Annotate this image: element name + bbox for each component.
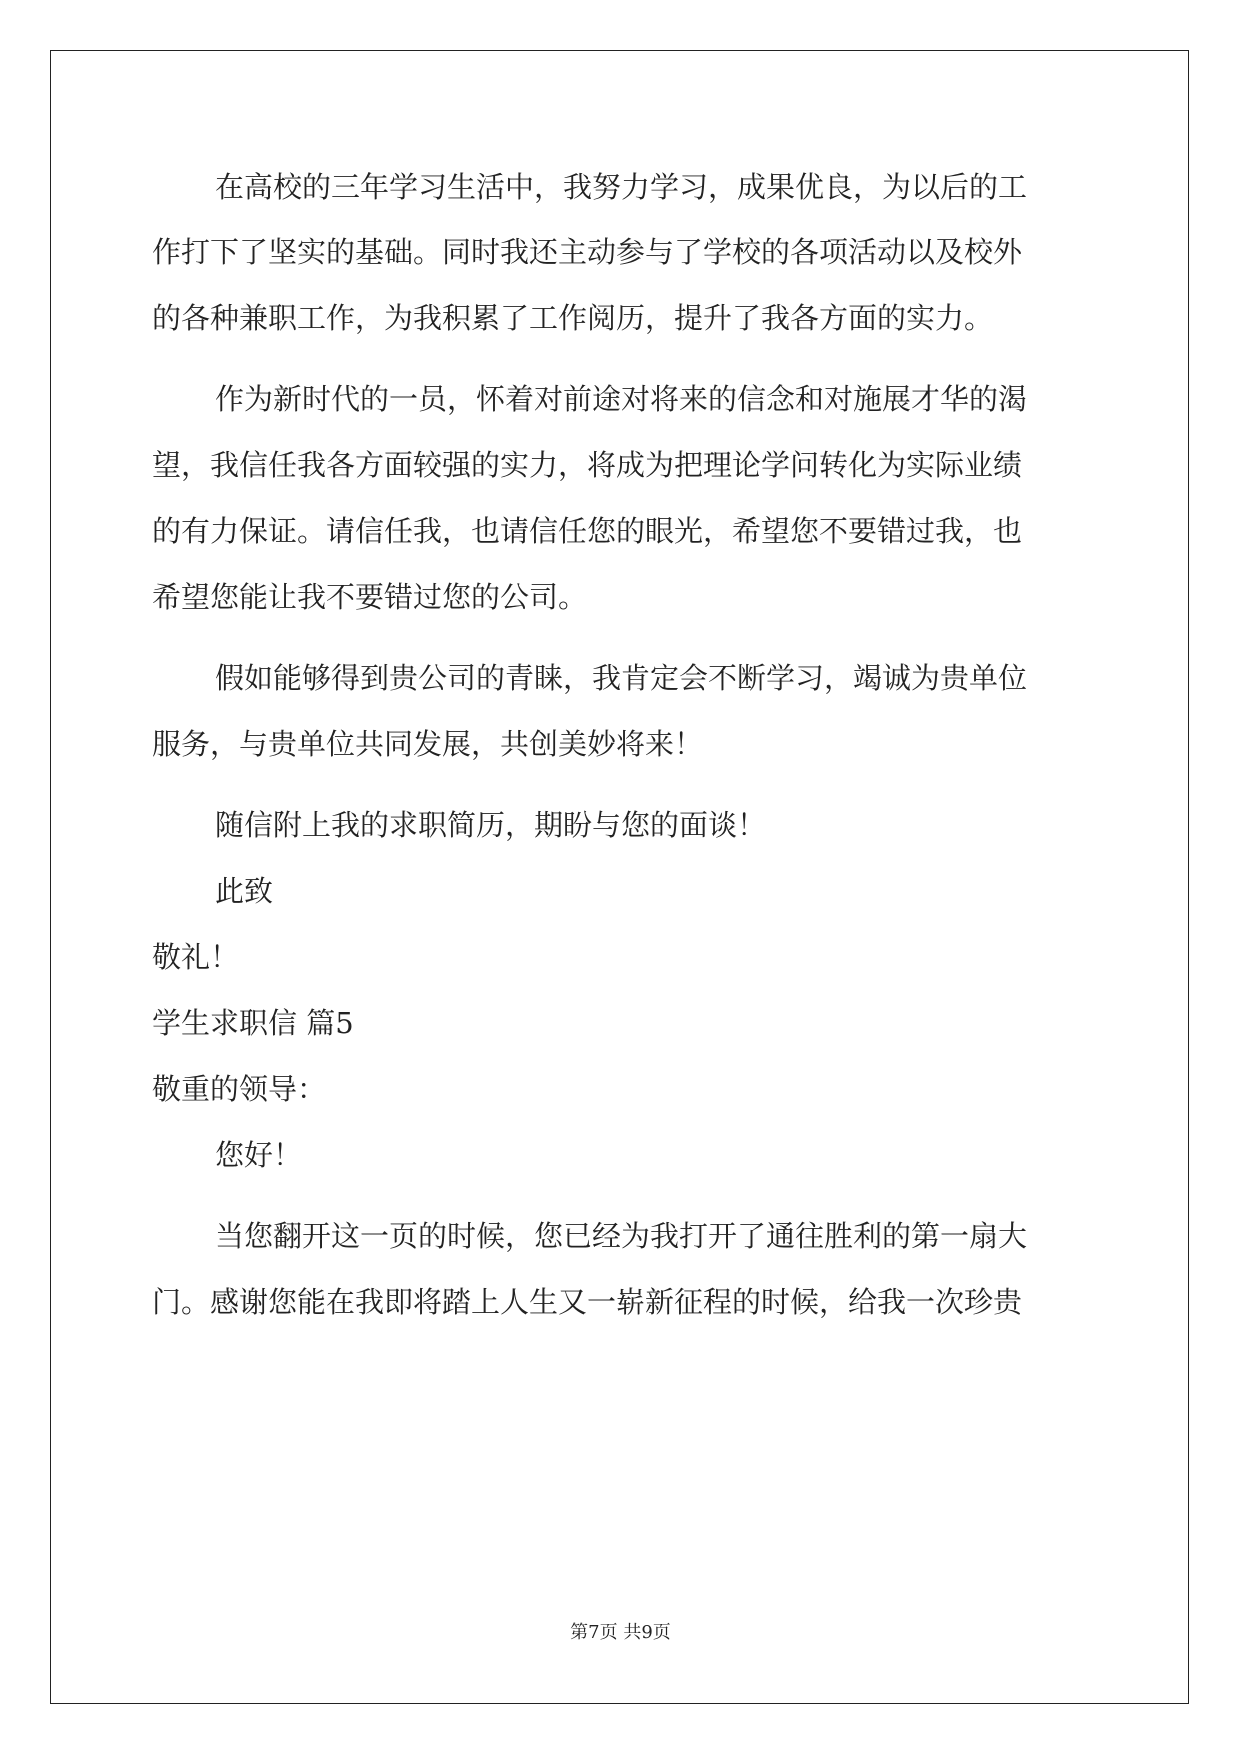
- paragraph-line: 门。感谢您能在我即将踏上人生又一崭新征程的时候，给我一次珍贵: [152, 1285, 1023, 1319]
- paragraph-line: 在高校的三年学习生活中，我努力学习，成果优良，为以后的工: [215, 170, 1028, 204]
- greeting-hello: 您好！: [215, 1138, 303, 1172]
- paragraph-line: 望，我信任我各方面较强的实力，将成为把理论学问转化为实际业绩: [152, 448, 1023, 482]
- page-footer: 第7页 共9页: [570, 1622, 671, 1643]
- closing-salutation: 此致: [215, 874, 274, 908]
- closing-regards: 敬礼！: [152, 940, 240, 974]
- paragraph-line: 作为新时代的一员，怀着对前途对将来的信念和对施展才华的渴: [215, 382, 1028, 416]
- paragraph-line: 作打下了坚实的基础。同时我还主动参与了学校的各项活动以及校外: [152, 235, 1023, 269]
- paragraph-line: 随信附上我的求职简历，期盼与您的面谈！: [215, 808, 767, 842]
- greeting: 敬重的领导：: [152, 1072, 327, 1106]
- paragraph-line: 当您翻开这一页的时候，您已经为我打开了通往胜利的第一扇大: [215, 1219, 1028, 1253]
- paragraph-line: 希望您能让我不要错过您的公司。: [152, 580, 588, 614]
- section-heading: 学生求职信 篇5: [152, 1006, 354, 1040]
- paragraph-line: 服务，与贵单位共同发展，共创美妙将来！: [152, 727, 704, 761]
- paragraph-line: 假如能够得到贵公司的青睐，我肯定会不断学习，竭诚为贵单位: [215, 661, 1028, 695]
- paragraph-line: 的各种兼职工作，为我积累了工作阅历，提升了我各方面的实力。: [152, 301, 994, 335]
- paragraph-line: 的有力保证。请信任我，也请信任您的眼光，希望您不要错过我，也: [152, 514, 1023, 548]
